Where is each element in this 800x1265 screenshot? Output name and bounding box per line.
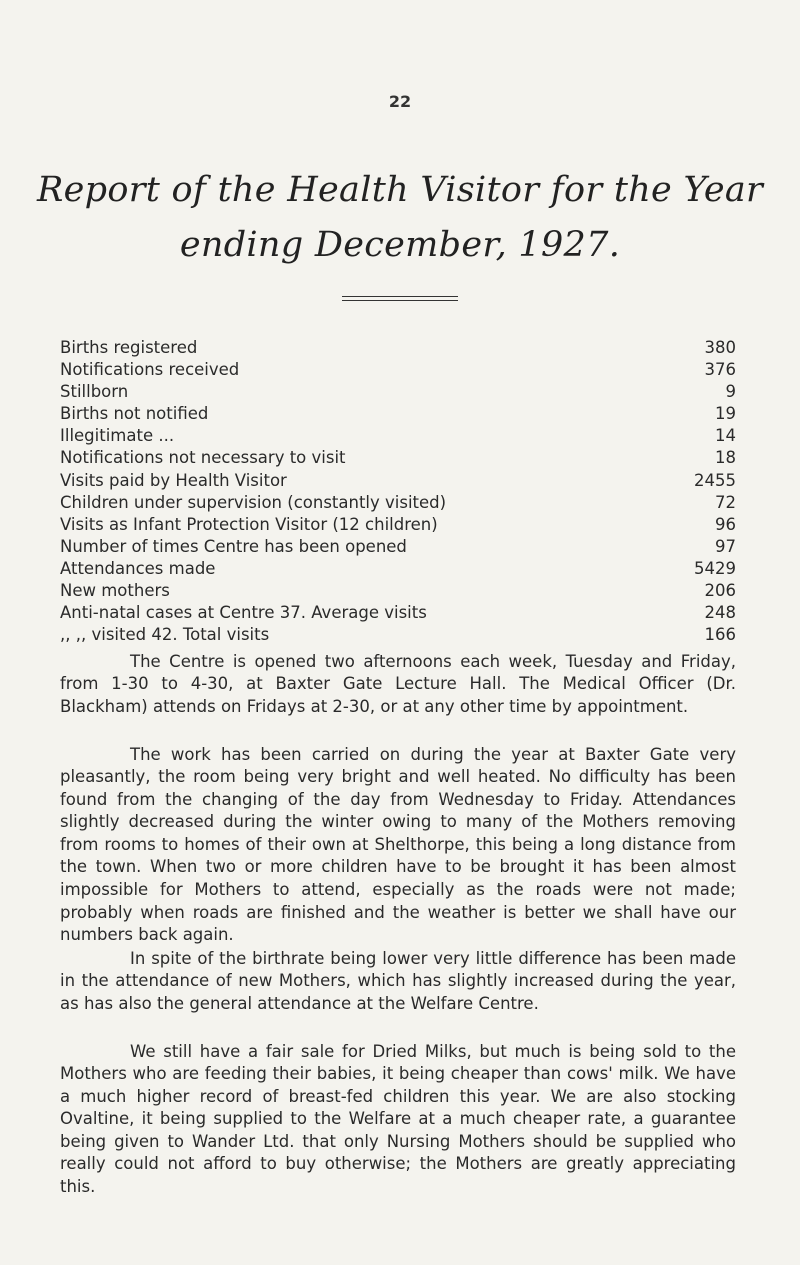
stat-value: 376 (704, 360, 736, 380)
stat-value: 72 (715, 492, 736, 512)
stat-label: Notifications not necessary to visit (60, 448, 346, 468)
stat-row (60, 514, 736, 536)
stat-value: 5429 (694, 558, 736, 578)
body-paragraph: We still have a fair sale for Dried Milks, but much is being sold to the Mothers who are feeding their babies, it being cheaper than cows' milk. We have a much higher record of breast-fed children this year. We are also stocking Ovaltine, it being supplied to the Welfare at a much cheaper rate, a guarantee being given to Wander Ltd. that only Nursing Mothers should be supplied who really could not afford to buy otherwise; the Mothers are greatly appreciating this. (60, 1041, 736, 1197)
title-divider-top (342, 296, 458, 297)
stat-value: 248 (704, 603, 736, 623)
stat-value: 14 (715, 426, 736, 446)
stat-value: 380 (704, 338, 736, 357)
stat-label: New mothers (60, 581, 170, 601)
stat-row (60, 381, 736, 403)
stat-row (60, 403, 736, 425)
report-subtitle: ending December, 1927. (179, 225, 621, 265)
stat-row (60, 492, 736, 514)
stat-value: 18 (715, 448, 736, 468)
stat-label: Children under supervision (constantly visited) (60, 492, 447, 512)
stat-row (60, 470, 736, 492)
stat-value: 9 (725, 382, 736, 402)
stat-row (60, 624, 736, 646)
stat-row (60, 447, 736, 469)
stat-row (60, 337, 736, 359)
body-paragraph: In spite of the birthrate being lower very little difference has been made in the attendance of new Mothers, which has slightly increased during the year, as has also the general attendance at the Welfare Centre. (60, 948, 736, 1013)
stat-row (60, 425, 736, 447)
stat-value: 206 (704, 581, 736, 601)
stat-label: Attendances made (60, 558, 216, 578)
stat-row (60, 558, 736, 580)
stat-row (60, 536, 736, 558)
stat-label: Births not notified (60, 404, 209, 424)
stat-label: Births registered (60, 338, 198, 357)
stat-value: 97 (715, 536, 736, 556)
stat-value: 2455 (694, 470, 736, 490)
stat-value: 19 (715, 404, 736, 424)
title-divider-bottom (342, 300, 458, 301)
stat-label: Notifications received (60, 360, 240, 380)
stat-label: Number of times Centre has been opened (60, 536, 407, 556)
stat-row (60, 359, 736, 381)
stat-label: Visits as Infant Protection Visitor (12 children) (60, 514, 438, 534)
report-title: Report of the Health Visitor for the Year (36, 170, 764, 210)
stat-label: ,, ,, visited 42. Total visits (60, 625, 270, 645)
body-paragraph: The Centre is opened two afternoons each week, Tuesday and Friday, from 1-30 to 4-30, at Baxter Gate Lecture Hall. The Medical Officer (Dr. Blackham) attends on Fridays at 2-30, or at any other time by appointment. (60, 651, 736, 716)
body-paragraph: The work has been carried on during the year at Baxter Gate very pleasantly, the room being very bright and well heated. No difficulty has been found from the changing of the day from Wednesday to Friday. Attendances slightly decreased during the winter owing to many of the Mothers removing from rooms to homes of their own at Shelthorpe, this being a long distance from the town. When two or more children have to be brought it has been almost impossible for Mothers to attend, especially as the roads were not made; probably when roads are finished and the weather is better we shall have our numbers back again. (60, 744, 736, 945)
stat-label: Illegitimate ... (60, 426, 175, 446)
stat-value: 166 (704, 625, 736, 645)
stat-value: 96 (715, 514, 736, 534)
statistics-table (60, 337, 736, 646)
stat-row (60, 580, 736, 602)
stat-label: Visits paid by Health Visitor (60, 470, 287, 490)
stat-row (60, 602, 736, 624)
stat-label: Stillborn (60, 382, 129, 402)
page-number: 22 (388, 92, 412, 111)
stat-label: Anti-natal cases at Centre 37. Average visits (60, 603, 427, 623)
